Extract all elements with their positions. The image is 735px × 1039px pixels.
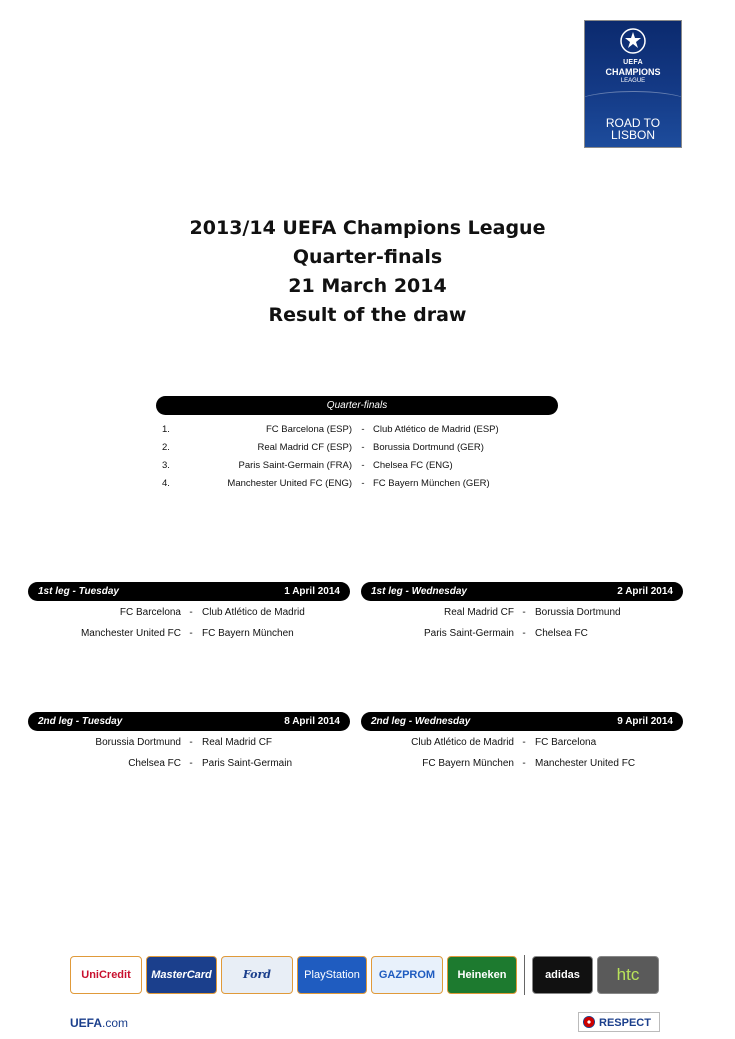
page-header (0, 214, 735, 330)
match-separator: - (522, 607, 526, 618)
tie-home: Real Madrid CF (ESP) (257, 442, 352, 453)
leg-label: 2nd leg - Wednesday (371, 716, 471, 727)
respect-badge (578, 1012, 660, 1032)
match-away: Club Atlético de Madrid (202, 607, 305, 618)
match-away: Paris Saint-Germain (202, 758, 293, 769)
match-separator: - (189, 628, 193, 639)
logo-swoosh (584, 91, 682, 116)
draw-tie (0, 421, 735, 439)
tie-separator: - (361, 442, 365, 453)
match-home: Borussia Dortmund (95, 737, 181, 748)
fixture-match (0, 735, 735, 751)
match-separator: - (522, 737, 526, 748)
draw-tie (0, 457, 735, 475)
logo-line3: LEAGUE (620, 78, 646, 84)
match-home: Club Atlético de Madrid (411, 737, 514, 748)
match-home: Paris Saint-Germain (423, 628, 514, 639)
match-date: 8 April 2014 (284, 716, 340, 727)
logo-lisbon: LISBON (610, 128, 655, 142)
match-separator: - (522, 628, 526, 639)
match-home: Real Madrid CF (443, 607, 514, 618)
sponsor-unicredit-logo: UniCredit (70, 956, 142, 994)
match-away: FC Barcelona (535, 737, 597, 748)
fixture-match (0, 626, 735, 642)
match-away: Borussia Dortmund (535, 607, 621, 618)
tie-home: Manchester United FC (ENG) (227, 478, 352, 489)
match-home: FC Barcelona (119, 607, 181, 618)
fixture-header-bar (361, 712, 683, 731)
tie-home: Paris Saint-Germain (FRA) (238, 460, 352, 471)
match-away: Chelsea FC (535, 628, 588, 639)
match-separator: - (522, 758, 526, 769)
tie-away: Chelsea FC (ENG) (373, 460, 453, 471)
fixture-match (0, 756, 735, 772)
sponsor-playstation-logo: PlayStation (297, 956, 367, 994)
uefa-wordmark: UEFA (70, 1016, 103, 1030)
sponsor-htc-logo: htc (597, 956, 659, 994)
draw-date: 21 March 2014 (288, 275, 447, 297)
respect-label: RESPECT (599, 1017, 651, 1029)
tie-away: Club Atlético de Madrid (ESP) (373, 424, 499, 435)
match-separator: - (189, 737, 193, 748)
match-date: 1 April 2014 (284, 586, 340, 597)
match-date: 9 April 2014 (617, 716, 673, 727)
logo-road-to: ROAD TO (605, 116, 661, 130)
tie-separator: - (361, 424, 365, 435)
uefa-com-logo (70, 1016, 128, 1030)
sponsor-adidas-logo: adidas (532, 956, 593, 994)
match-separator: - (189, 607, 193, 618)
leg-label: 1st leg - Tuesday (38, 586, 119, 597)
draw-header-bar: Quarter-finals (156, 396, 558, 415)
logo-line1: UEFA (623, 59, 643, 66)
match-separator: - (189, 758, 193, 769)
match-date: 2 April 2014 (617, 586, 673, 597)
sponsor-mastercard-logo: MasterCard (146, 956, 217, 994)
leg-label: 1st leg - Wednesday (371, 586, 467, 597)
sponsor-heineken-logo: Heineken (447, 956, 517, 994)
match-away: Real Madrid CF (202, 737, 273, 748)
round-title: Quarter-finals (292, 246, 443, 268)
leg-label: 2nd leg - Tuesday (38, 716, 123, 727)
tie-number: 1. (162, 424, 170, 435)
tie-number: 4. (162, 478, 170, 489)
match-away: FC Bayern München (202, 628, 294, 639)
uefa-domain: .com (102, 1016, 129, 1030)
page-subtitle: Result of the draw (268, 304, 467, 326)
match-home: Chelsea FC (128, 758, 181, 769)
fixture-header-bar (28, 582, 350, 601)
tie-number: 2. (162, 442, 170, 453)
logo-line2: CHAMPIONS (605, 67, 661, 77)
fixture-header-bar (361, 582, 683, 601)
match-home: Manchester United FC (80, 628, 181, 639)
tie-away: Borussia Dortmund (GER) (373, 442, 484, 453)
match-home: FC Bayern München (422, 758, 514, 769)
fixture-header-bar (28, 712, 350, 731)
tie-home: FC Barcelona (ESP) (265, 424, 352, 435)
draw-tie (0, 475, 735, 493)
road-to-lisbon-logo (584, 20, 682, 148)
tie-separator: - (361, 460, 365, 471)
fixture-match (0, 605, 735, 621)
page-title: 2013/14 UEFA Champions League (189, 217, 546, 239)
tie-away: FC Bayern München (GER) (373, 478, 490, 489)
tie-separator: - (361, 478, 365, 489)
sponsor-gazprom-logo: GAZPROM (371, 956, 443, 994)
tie-number: 3. (162, 460, 170, 471)
respect-icon (583, 1016, 595, 1028)
sponsor-ford-logo: Ford (221, 956, 293, 994)
starball-icon (619, 27, 647, 55)
draw-tie (0, 439, 735, 457)
match-away: Manchester United FC (535, 758, 636, 769)
sponsor-divider (524, 955, 525, 995)
